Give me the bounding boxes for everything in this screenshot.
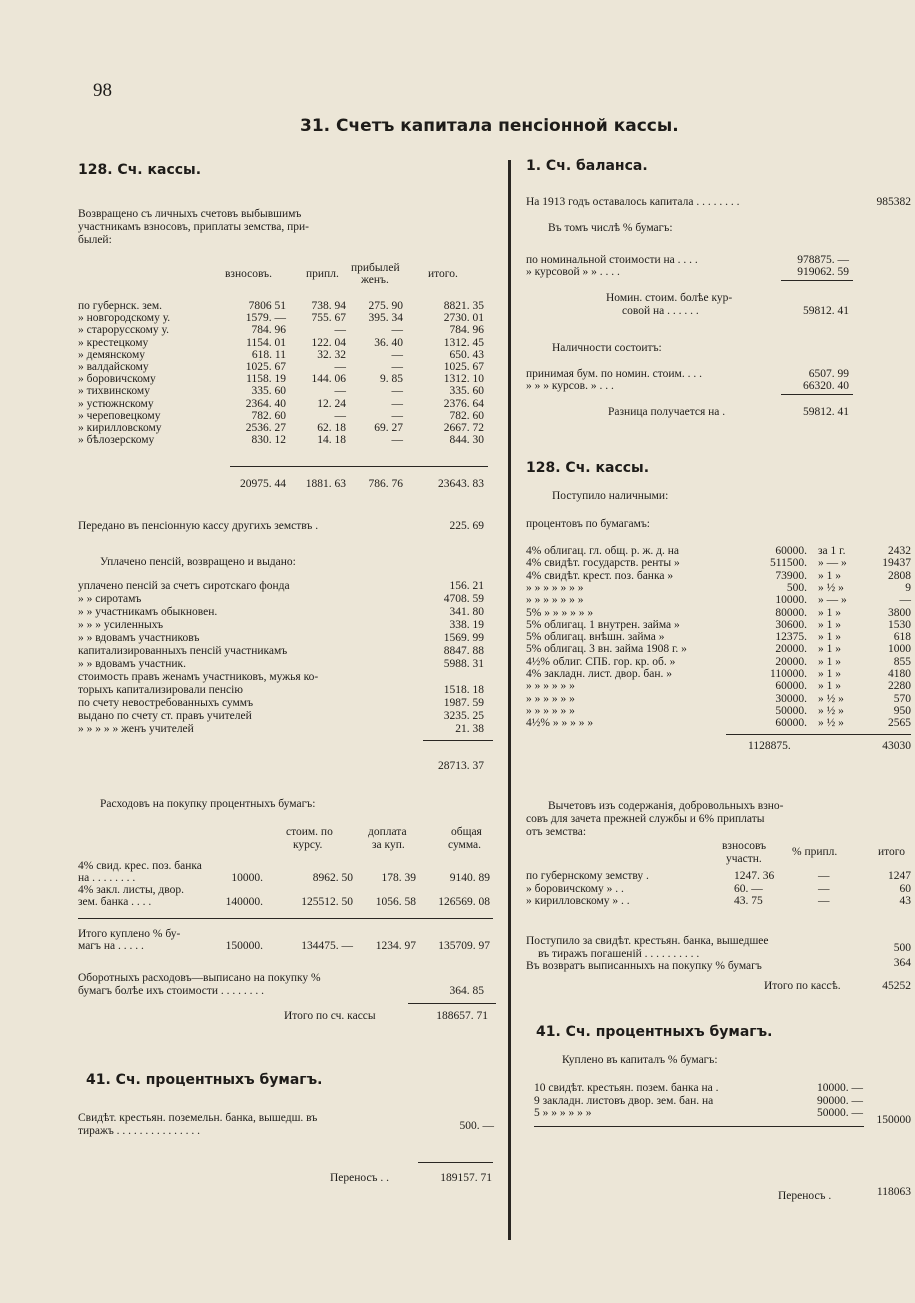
cell-itogo: 844. 30: [449, 434, 484, 447]
cash-heading: Наличности состоитъ:: [552, 342, 662, 354]
deduct-row-name: » боровичскому » . .: [526, 882, 624, 895]
diff2-value: 59812. 41: [803, 406, 849, 418]
pension-label: по счету невостребованныхъ суммъ: [78, 697, 254, 709]
cell-pribyley: —: [391, 348, 403, 361]
pension-label: капитализированныхъ пенсій участникамъ: [78, 645, 288, 657]
bonds-total-interest: 43030: [882, 740, 911, 752]
pension-label: торыхъ капитализировали пенсію: [78, 684, 243, 696]
bond-nominal: 500.: [786, 581, 807, 594]
pct-line2: тиражъ . . . . . . . . . . . . . . .: [78, 1125, 201, 1137]
cash-received: Поступило наличными:: [552, 490, 669, 502]
carry-value-right: 118063: [876, 1186, 911, 1198]
intro-line: былей:: [78, 234, 112, 246]
deduct-row-name: по губернскому земству .: [526, 870, 649, 882]
carry-label-right: Переносъ .: [778, 1190, 832, 1202]
bond-period: » 1 »: [818, 631, 841, 644]
col-header-pripl: припл.: [306, 268, 339, 280]
bond-period: » — »: [818, 594, 847, 607]
turnover-line1: Оборотныхъ расходовъ—выписано на покупку %: [78, 972, 321, 984]
carry-rule: [418, 1162, 493, 1163]
diff1-line2: совой на . . . . . .: [622, 305, 699, 317]
cell-itogo: 335. 60: [449, 385, 484, 398]
kassy-total-rule: [408, 1003, 496, 1004]
table-row-name: » бѣлозерскому: [78, 434, 155, 447]
deduct-line1: Вычетовъ изъ содержанія, добровольныхъ взно-: [548, 800, 784, 812]
total-itogo: 23643. 83: [438, 478, 484, 490]
bond-name: » » » » » »: [526, 704, 575, 717]
deduct-pripl: —: [818, 895, 830, 907]
deduct-pripl: —: [818, 870, 830, 882]
bond-interest: 4180: [888, 668, 911, 680]
cell-itogo: 782. 60: [449, 409, 484, 422]
bond-nominal: 30600.: [775, 618, 807, 631]
purchase-label: 4% закл. листы, двор.: [78, 884, 185, 896]
cell-pribyley: —: [391, 434, 403, 447]
purchase-header-sum2: сумма.: [448, 839, 482, 851]
purchase-header-kurs1: стоим. по: [286, 826, 333, 838]
purchase-sum: 126569. 08: [438, 896, 490, 908]
nominal-value: 978875. —: [797, 254, 849, 266]
incl-line: Въ томъ числѣ % бумагъ:: [548, 222, 673, 234]
bond-interest: 2808: [888, 569, 911, 582]
acc-nom-label: принимая бум. по номин. стоим. . . .: [526, 368, 702, 380]
deduct-vznosov: 60. —: [734, 882, 763, 895]
recv1-line2: въ тиражъ погашеній . . . . . . . . . .: [538, 948, 700, 960]
totals-rule: [230, 466, 488, 467]
transfer-label: Передано въ пенсіонную кассу другихъ земствъ .: [78, 520, 319, 532]
pension-value: 156. 21: [449, 580, 484, 592]
bond-name: » » » » » »: [526, 692, 575, 705]
deduct-line3: отъ земства:: [526, 826, 587, 838]
recv1-value: 500: [893, 942, 911, 954]
cell-pribyley: 36. 40: [374, 336, 403, 349]
pensions-total: 28713. 37: [438, 760, 484, 772]
bond-nominal: 60000.: [775, 717, 807, 730]
bond-interest: 19437: [882, 557, 911, 570]
bond-name: 4% закладн. лист. двор. бан. »: [526, 668, 673, 680]
bought-row-value: 50000. —: [817, 1107, 863, 1119]
cell-pripl: 12. 24: [317, 397, 346, 410]
cell-vznosov: 2536. 27: [245, 422, 286, 434]
col-header-vznosov: взносовъ.: [225, 268, 272, 280]
bond-interest: 855: [893, 655, 911, 668]
bond-interest: 2432: [888, 545, 911, 557]
bond-name: 4% облигац. гл. общ. р. ж. д. на: [526, 545, 680, 557]
table-row-name: » старорусскому у.: [78, 324, 169, 337]
bought-row-value: 90000. —: [817, 1094, 863, 1107]
bought-row-label: 10 свидѣт. крестьян. позем. банка на .: [534, 1082, 719, 1094]
cell-pribyley: 9. 85: [380, 373, 403, 386]
bond-period: » ½ »: [818, 704, 844, 717]
table-row-name: » новгородскому у.: [78, 312, 171, 325]
interest-heading: процентовъ по бумагамъ:: [526, 518, 650, 530]
bond-nominal: 10000.: [775, 594, 807, 607]
bought-row-value: 10000. —: [817, 1082, 863, 1094]
bond-interest: 570: [893, 692, 911, 705]
pension-label: » » вдовамъ участник.: [78, 658, 187, 670]
purchase-label: 4% свид. крес. поз. банка: [78, 860, 202, 872]
kassa-total-value: 45252: [882, 980, 911, 992]
pension-label: » » » » » женъ учителей: [78, 723, 194, 735]
purchase-dopl: 178. 39: [381, 872, 416, 884]
purchase-heading: Расходовъ на покупку процентныхъ бумагъ:: [100, 798, 316, 810]
bond-interest: 9: [905, 581, 911, 594]
bond-nominal: 80000.: [775, 606, 807, 619]
pension-value: 341. 80: [449, 606, 484, 618]
cell-pribyley: 69. 27: [374, 422, 403, 434]
pct-line1: Свидѣт. крестьян. поземельн. банка, вышедш. въ: [78, 1112, 318, 1124]
table-row-name: » тихвинскому: [78, 385, 150, 398]
kassy-total-label: Итого по сч. кассы: [284, 1010, 376, 1022]
kassa-total-label: Итого по кассѣ.: [764, 980, 841, 992]
cell-pribyley: 395. 34: [368, 312, 403, 325]
balance-value: 985382: [876, 196, 911, 208]
deduct-vznosov: 43. 75: [734, 895, 763, 907]
bond-nominal: 73900.: [775, 569, 807, 582]
bond-period: » 1 »: [818, 643, 841, 656]
bond-name: 4½% облиг. СПБ. гор. кр. об. »: [526, 655, 676, 668]
purchase-header-sum1: общая: [451, 826, 482, 838]
diff1-value: 59812. 41: [803, 305, 849, 317]
deduct-pripl: —: [818, 882, 830, 895]
bond-period: за 1 г.: [818, 545, 846, 557]
bond-period: » 1 »: [818, 606, 841, 619]
pct-value: 500. —: [459, 1120, 494, 1132]
transfer-value: 225. 69: [449, 520, 484, 532]
bond-interest: 1000: [888, 643, 911, 656]
bond-interest: 2565: [888, 717, 911, 730]
deduct-itogo: 1247: [888, 870, 911, 882]
col-header-zhen: женъ.: [361, 274, 389, 286]
pension-label: стоимость правъ женамъ участниковъ, мужья ко-: [78, 671, 319, 683]
purchase-dopl: 1056. 58: [375, 896, 416, 908]
cell-pribyley: —: [391, 397, 403, 410]
table-row-name: по губернск. зем.: [78, 300, 163, 312]
cell-vznosov: 782. 60: [251, 409, 286, 422]
pension-value: 1987. 59: [443, 697, 484, 709]
pension-label: выдано по счету ст. правъ учителей: [78, 710, 252, 722]
cell-vznosov: 618. 11: [251, 348, 286, 361]
pension-value: 3235. 25: [443, 710, 484, 722]
bond-period: » ½ »: [818, 692, 844, 705]
cell-pripl: 32. 32: [317, 348, 346, 361]
section-title-pct: 41. Сч. процентныхъ бумагъ.: [86, 1072, 323, 1088]
purchase-header-dopl1: доплата: [368, 826, 407, 838]
pension-value: 338. 19: [449, 619, 484, 631]
bond-nominal: 12375.: [775, 631, 807, 644]
carry-label: Переносъ . .: [330, 1172, 390, 1184]
pension-label: » » участникамъ обыкновен.: [78, 606, 218, 618]
deduct-row-name: » кирилловскому » . .: [526, 895, 630, 907]
cell-itogo: 650. 43: [449, 348, 484, 361]
cell-itogo: 1312. 10: [443, 373, 484, 386]
pensions-rule: [423, 740, 493, 741]
bond-period: » 1 »: [818, 655, 841, 668]
cell-vznosov: 784. 96: [251, 324, 286, 337]
purchase-sum: 135709. 97: [438, 940, 490, 952]
bond-interest: 950: [893, 704, 911, 717]
cell-itogo: 2730. 01: [443, 312, 484, 325]
bond-name: 4% свидѣт. государств. ренты »: [526, 557, 680, 570]
bought-row-label: 5 » » » » » »: [534, 1107, 592, 1119]
table-row-name: » демянскому: [78, 348, 145, 361]
pension-value: 1569. 99: [443, 632, 484, 644]
deduct-vznosov: 1247. 36: [734, 870, 775, 882]
bond-name: » » » » » » »: [526, 594, 584, 607]
bond-period: » 1 »: [818, 680, 841, 693]
bond-nominal: 110000.: [770, 668, 807, 680]
recv2-value: 364: [893, 957, 911, 969]
purchase-kurs: 134475. —: [301, 940, 353, 952]
cell-vznosov: 2364. 40: [245, 397, 286, 410]
purchase-label: Итого куплено % бу-: [78, 928, 181, 940]
purchase-sum: 9140. 89: [449, 872, 490, 884]
purchase-nominal: 10000.: [231, 872, 263, 884]
bond-name: » » » » » » »: [526, 581, 584, 594]
bond-name: 5% » » » » » »: [526, 606, 594, 619]
bond-period: » ½ »: [818, 581, 844, 594]
table-row-name: » кирилловскому: [78, 422, 162, 434]
diff-rule: [781, 394, 853, 395]
bought-row-label: 9 закладн. листовъ двор. зем. бан. на: [534, 1094, 714, 1107]
course-label: » курсовой » » . . . .: [526, 266, 620, 278]
deduct-itogo: 43: [899, 895, 911, 907]
bonds-total-nominal: 1128875.: [748, 740, 791, 752]
nominal-label: по номинальной стоимости на . . . .: [526, 254, 698, 266]
cell-pribyley: —: [391, 409, 403, 422]
cell-pripl: —: [334, 385, 346, 398]
cell-pripl: —: [334, 361, 346, 373]
cell-pripl: 14. 18: [317, 434, 346, 447]
page-title: 31. Счетъ капитала пенсіонной кассы.: [300, 116, 679, 136]
purchase-kurs: 8962. 50: [312, 872, 353, 884]
recv1-line1: Поступило за свидѣт. крестьян. банка, вышедшее: [526, 935, 769, 947]
pension-label: » » вдовамъ участниковъ: [78, 632, 200, 644]
col-header-pribyley: прибылей: [351, 262, 400, 274]
cell-pribyley: —: [391, 324, 403, 337]
pension-value: 4708. 59: [443, 593, 484, 605]
section-title-balance: 1. Сч. баланса.: [526, 158, 648, 174]
pension-label: уплачено пенсій за счетъ сиротскаго фонда: [78, 580, 290, 592]
section-title-kassy-right: 128. Сч. кассы.: [526, 460, 650, 476]
turnover-line2: бумагъ болѣе ихъ стоимости . . . . . . . .: [78, 985, 265, 997]
cell-pribyley: 275. 90: [368, 300, 403, 312]
cell-itogo: 784. 96: [449, 324, 484, 337]
kassy-total-value: 188657. 71: [436, 1010, 488, 1022]
bond-period: » 1 »: [818, 569, 841, 582]
cell-vznosov: 335. 60: [251, 385, 286, 398]
pension-value: 5988. 31: [443, 658, 484, 670]
deduct-itogo: 60: [899, 882, 911, 895]
bond-name: 5% облигац. 3 вн. займа 1908 г. »: [526, 643, 687, 656]
purchase-nominal: 140000.: [225, 896, 263, 908]
bond-name: 4% свидѣт. крест. поз. банка »: [526, 569, 674, 582]
cell-pribyley: —: [391, 361, 403, 373]
purchase-label: магъ на . . . . .: [78, 940, 144, 952]
table-row-name: » крестецкому: [78, 336, 149, 349]
deduct-header-itogo: итого: [878, 846, 905, 858]
cell-vznosov: 1025. 67: [245, 361, 286, 373]
cell-vznosov: 1579. —: [245, 312, 286, 325]
bonds-rule: [726, 734, 911, 735]
cell-pripl: —: [334, 409, 346, 422]
bond-name: 5% облигац. 1 внутрен. займа »: [526, 618, 680, 631]
balance-line: На 1913 годъ оставалось капитала . . . . . . . .: [526, 196, 740, 208]
purchase-nominal: 150000.: [225, 940, 263, 952]
purchase-kurs: 125512. 50: [301, 896, 353, 908]
pension-label: » » » усиленныхъ: [78, 619, 164, 631]
purchase-header-dopl2: за куп.: [372, 839, 405, 851]
section-title-pct-right: 41. Сч. процентныхъ бумагъ.: [536, 1024, 773, 1040]
pension-label: » » сиротамъ: [78, 593, 142, 605]
deduct-header-vznosov: взносовъ: [722, 840, 767, 852]
table-row-name: » устюжнскому: [78, 397, 154, 410]
bond-period: » — »: [818, 557, 847, 570]
deduct-header-uchastn: участн.: [726, 853, 762, 865]
intro-line: Возвращено съ личныхъ счетовъ выбывшимъ: [78, 208, 302, 220]
acc-nom-value: 6507. 99: [808, 368, 849, 380]
cell-vznosov: 7806 51: [248, 300, 286, 312]
cell-pripl: 755. 67: [311, 312, 346, 325]
cell-itogo: 2667. 72: [443, 422, 484, 434]
bond-nominal: 20000.: [775, 655, 807, 668]
total-pripl: 1881. 63: [305, 478, 346, 490]
col-header-itogo: итого.: [428, 268, 458, 280]
bond-interest: —: [899, 594, 911, 607]
deduct-line2: совъ для зачета прежней службы и 6% приплаты: [526, 813, 765, 825]
pensions-heading: Уплачено пенсій, возвращено и выдано:: [100, 556, 296, 568]
pension-value: 8847. 88: [443, 645, 484, 657]
table-row-name: » боровичскому: [78, 373, 156, 386]
cell-vznosov: 1158. 19: [246, 373, 286, 386]
bond-nominal: 20000.: [775, 643, 807, 656]
recv2-label: Въ возвратъ выписанныхъ на покупку % бумагъ: [526, 960, 762, 972]
cell-itogo: 1312. 45: [443, 336, 484, 349]
bond-nominal: 50000.: [775, 704, 807, 717]
diff1-line1: Номин. стоим. болѣе кур-: [606, 292, 733, 304]
balance-rule: [781, 280, 853, 281]
total-vznosov: 20975. 44: [240, 478, 286, 490]
bond-nominal: 60000.: [775, 545, 807, 557]
cell-pribyley: —: [391, 385, 403, 398]
bond-name: 5% облигац. внѣшн. займа »: [526, 631, 665, 644]
turnover-value: 364. 85: [449, 985, 484, 997]
bond-interest: 2280: [888, 680, 911, 693]
total-pribyley: 786. 76: [368, 478, 403, 490]
cell-itogo: 2376. 64: [443, 397, 484, 410]
bond-interest: 3800: [888, 606, 911, 619]
purchase-dopl: 1234. 97: [375, 940, 416, 952]
bond-nominal: 30000.: [775, 692, 807, 705]
table-row-name: » валдайскому: [78, 361, 149, 373]
cell-pripl: 122. 04: [311, 336, 346, 349]
table-row-name: » череповецкому: [78, 409, 161, 422]
column-divider: [508, 160, 511, 1240]
cell-itogo: 8821. 35: [443, 300, 484, 312]
pension-value: 1518. 18: [443, 684, 484, 696]
cell-itogo: 1025. 67: [443, 361, 484, 373]
cell-pripl: —: [334, 324, 346, 337]
bond-interest: 1530: [888, 618, 911, 631]
course-value: 919062. 59: [797, 266, 849, 278]
section-title-kassy: 128. Сч. кассы.: [78, 162, 202, 178]
acc-course-value: 66320. 40: [803, 380, 849, 392]
cell-pripl: 144. 06: [311, 373, 346, 386]
intro-line: участникамъ взносовъ, приплаты земства, при-: [78, 221, 310, 233]
purchase-rule: [78, 918, 493, 919]
bond-nominal: 511500.: [770, 557, 807, 570]
purchase-header-kurs2: курсу.: [293, 839, 323, 851]
bought-heading: Куплено въ капиталъ % бумагъ:: [562, 1054, 718, 1066]
pension-value: 21. 38: [455, 723, 484, 735]
cell-pripl: 738. 94: [311, 300, 346, 312]
purchase-label: на . . . . . . . .: [78, 872, 136, 884]
bond-name: 4½% » » » » »: [526, 717, 594, 730]
bought-rule: [534, 1126, 864, 1127]
cell-pripl: 62. 18: [317, 422, 346, 434]
carry-value: 189157. 71: [440, 1172, 492, 1184]
cell-vznosov: 830. 12: [251, 434, 286, 447]
bond-period: » 1 »: [818, 668, 841, 680]
bond-period: » ½ »: [818, 717, 844, 730]
bond-interest: 618: [893, 631, 911, 644]
bond-period: » 1 »: [818, 618, 841, 631]
bond-name: » » » » » »: [526, 680, 575, 693]
page-number: 98: [93, 80, 112, 101]
acc-course-label: » » » курсов. » . . .: [526, 380, 614, 392]
cell-vznosov: 1154. 01: [246, 336, 286, 349]
bond-nominal: 60000.: [775, 680, 807, 693]
deduct-header-pripl: % припл.: [792, 846, 838, 858]
purchase-label: зем. банка . . . .: [78, 896, 152, 908]
bought-total: 150000: [876, 1114, 911, 1126]
diff2-label: Разница получается на .: [608, 406, 726, 418]
